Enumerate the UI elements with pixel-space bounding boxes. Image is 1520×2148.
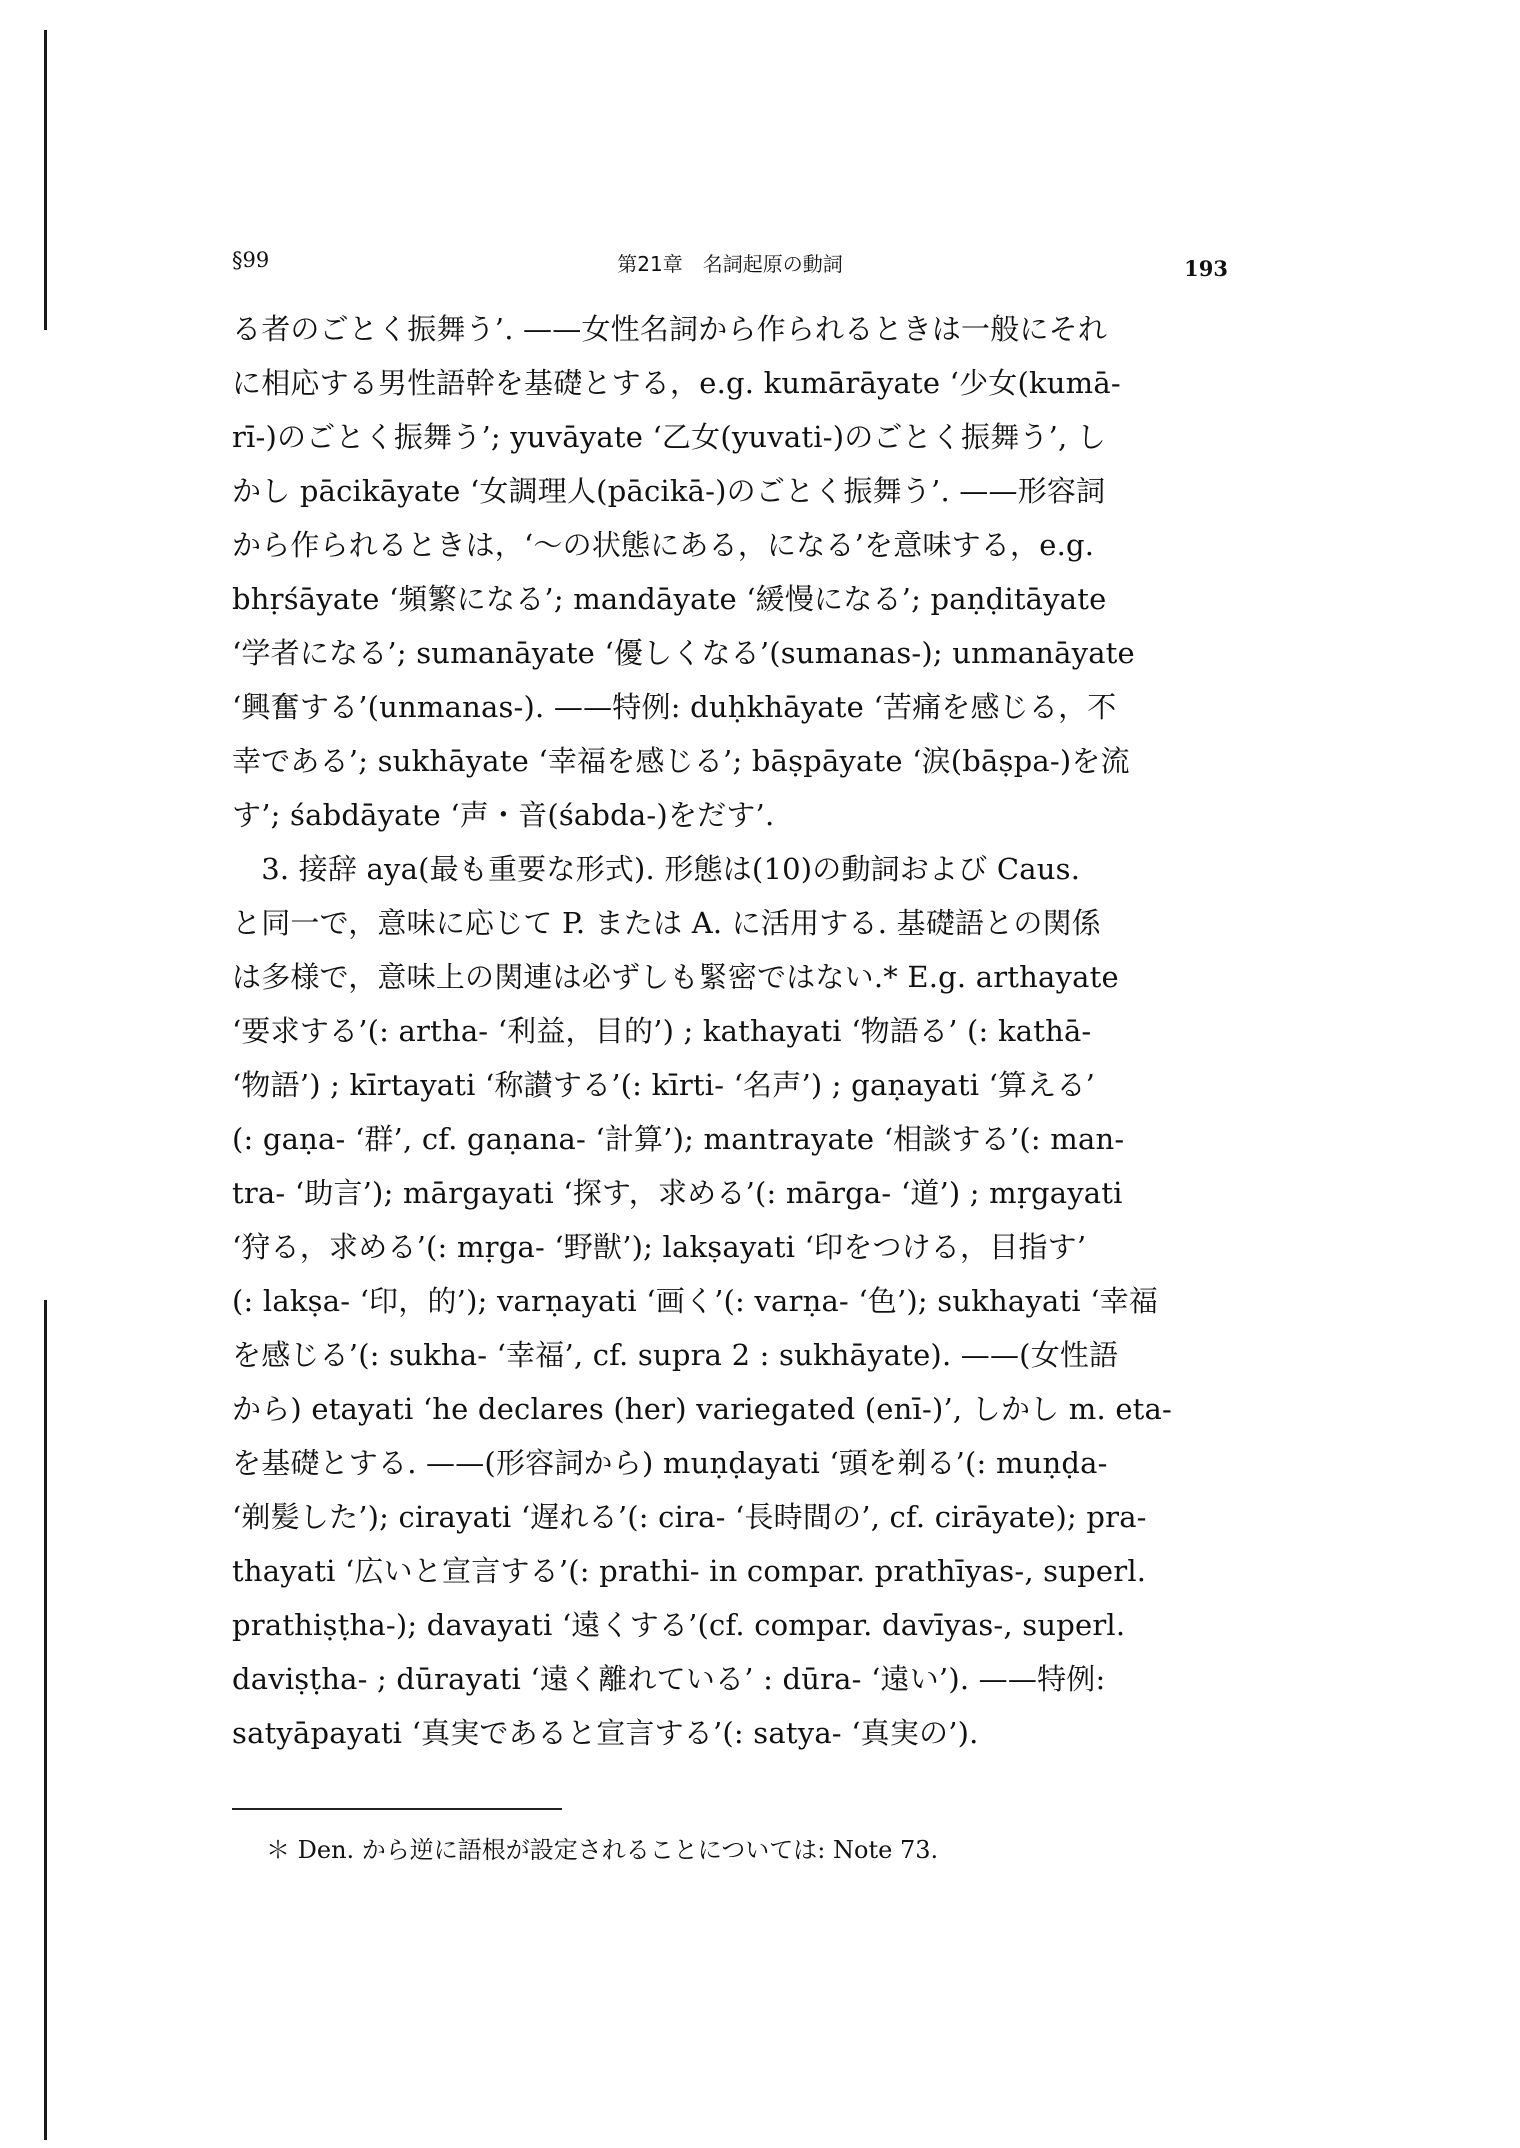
text-line: ‘物語’) ; kīrtayati ‘称讃する’(: kīrti- ‘名声’) ; gaṇayati ‘算える’	[232, 1068, 1096, 1102]
text-line: daviṣṭha- ; dūrayati ‘遠く離れている’ : dūra- ‘遠い’). ——特例:	[232, 1662, 1106, 1696]
text-line: る者のごとく振舞う’. ——女性名詞から作られるときは一般にそれ	[232, 312, 1108, 346]
text-line: (: gaṇa- ‘群’, cf. gaṇana- ‘計算’); mantrayate ‘相談する’(: man-	[232, 1122, 1125, 1156]
text-line: rī-)のごとく振舞う’; yuvāyate ‘乙女(yuvati-)のごとく振舞う’, し	[232, 420, 1107, 454]
margin-bar-bottom	[44, 1300, 47, 2140]
footnote: ＊ Den. から逆に語根が設定されることについては: Note 73.	[266, 1836, 939, 1864]
page-number: 193	[1184, 256, 1228, 281]
section-number: §99	[232, 248, 270, 272]
text-line: を基礎とする. ——(形容詞から) muṇḍayati ‘頭を剃る’(: muṇḍa-	[232, 1446, 1108, 1480]
text-line: ‘興奮する’(unmanas-). ——特例: duḥkhāyate ‘苦痛を感じる，不	[232, 690, 1117, 724]
text-line: ‘要求する’(: artha- ‘利益，目的’) ; kathayati ‘物語る’ (: kathā-	[232, 1014, 1092, 1048]
text-line: から作られるときは，‘～の状態にある，になる’を意味する，e.g.	[232, 528, 1095, 562]
margin-bar-top	[44, 30, 47, 330]
footnote-rule	[232, 1808, 562, 1810]
text-line: bhṛśāyate ‘頻繁になる’; mandāyate ‘緩慢になる’; paṇḍitāyate	[232, 582, 1107, 616]
text-line: に相応する男性語幹を基礎とする，e.g. kumārāyate ‘少女(kumā-	[232, 366, 1121, 400]
text-line: ‘狩る，求める’(: mṛga- ‘野獣’); lakṣayati ‘印をつける，目指す’	[232, 1230, 1087, 1264]
text-line: tra- ‘助言’); mārgayati ‘探す，求める’(: mārga- ‘道’) ; mṛgayati	[232, 1176, 1123, 1210]
text-line: を感じる’(: sukha- ‘幸福’, cf. supra 2 : sukhāyate). ——(女性語	[232, 1338, 1119, 1372]
text-line: す’; śabdāyate ‘声・音(śabda-)をだす’.	[232, 798, 775, 832]
chapter-title: 第21章 名詞起原の動詞	[617, 252, 843, 276]
text-line: 3. 接辞 aya(最も重要な形式). 形態は(10)の動詞および Caus.	[232, 852, 1081, 886]
text-line: から) etayati ‘he declares (her) variegated (enī-)’, しかし m. eta-	[232, 1392, 1173, 1426]
body-text	[232, 302, 1228, 1760]
text-line: ‘剃髪した’); cirayati ‘遅れる’(: cira- ‘長時間の’, cf. cirāyate); pra-	[232, 1500, 1147, 1534]
text-line: 幸である’; sukhāyate ‘幸福を感じる’; bāṣpāyate ‘涙(bāṣpa-)を流	[232, 744, 1130, 778]
text-line: と同一で，意味に応じて P. または A. に活用する. 基礎語との関係	[232, 906, 1101, 940]
text-line: satyāpayati ‘真実であると宣言する’(: satya- ‘真実の’).	[232, 1716, 979, 1750]
text-line: は多様で，意味上の関連は必ずしも緊密ではない.* E.g. arthayate	[232, 960, 1119, 994]
text-line: (: lakṣa- ‘印，的’); varṇayati ‘画く’(: varṇa- ‘色’); sukhayati ‘幸福	[232, 1284, 1159, 1318]
text-line: ‘学者になる’; sumanāyate ‘優しくなる’(sumanas-); unmanāyate	[232, 636, 1135, 670]
text-line: かし pācikāyate ‘女調理人(pācikā-)のごとく振舞う’. ——形容詞	[232, 474, 1106, 508]
text-line: thayati ‘広いと宣言する’(: prathi- in compar. prathīyas-, superl.	[232, 1554, 1147, 1588]
page-header	[232, 248, 1228, 288]
text-line: prathiṣṭha-); davayati ‘遠くする’(cf. compar. davīyas-, superl.	[232, 1608, 1126, 1642]
